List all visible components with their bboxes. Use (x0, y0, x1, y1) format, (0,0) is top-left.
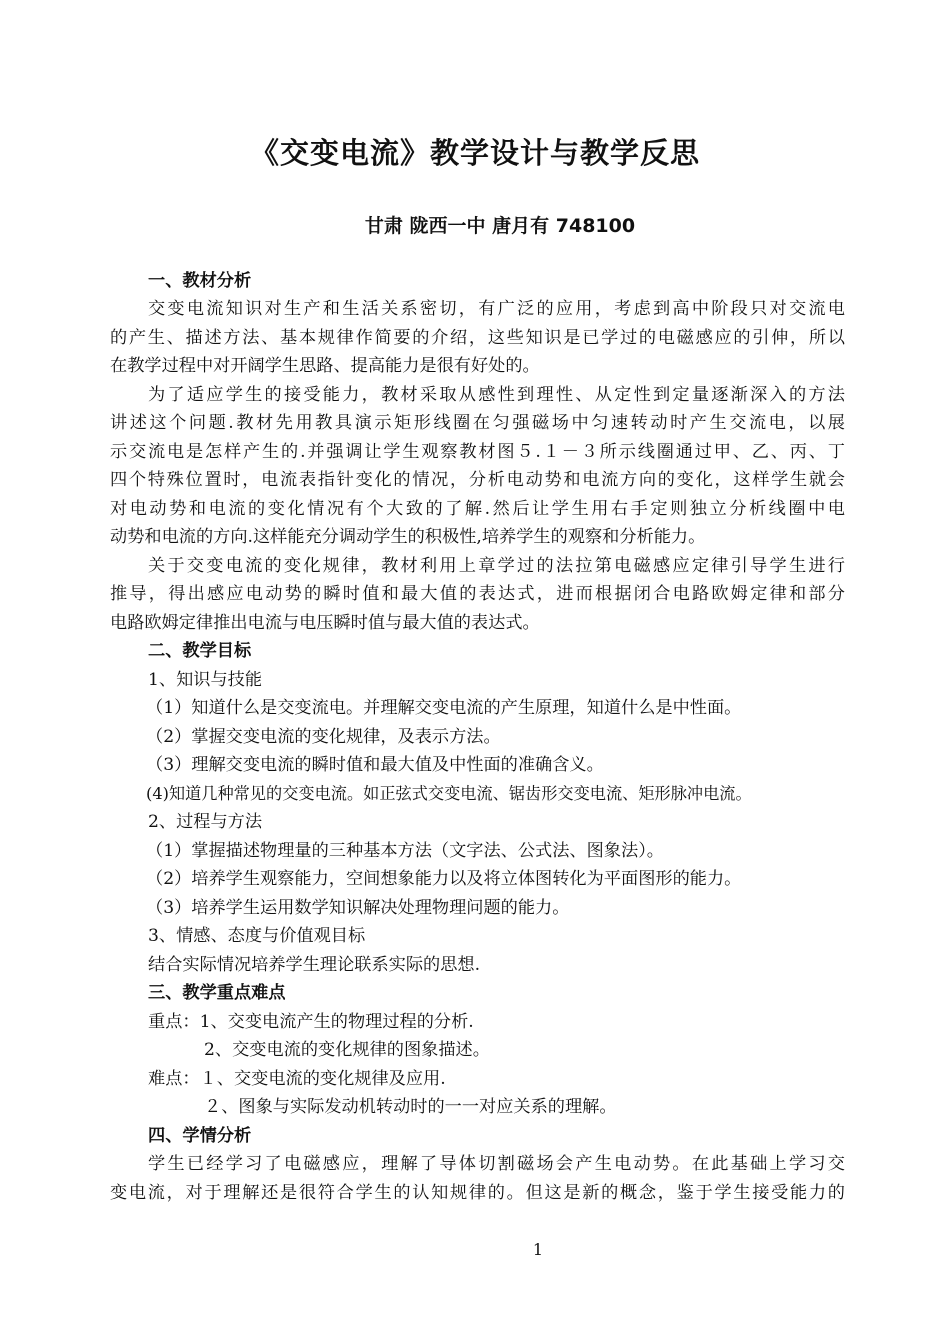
paragraph-line: 推导，得出感应电动势的瞬时值和最大值的表达式，进而根据闭合电路欧姆定律和部分 (110, 584, 845, 604)
author-line: 甘肃 陇西一中 唐月有 748100 (364, 215, 636, 237)
paragraph-line: 示交流电是怎样产生的.并强调让学生观察教材图５.１－３所示线圈通过甲、乙、丙、丁 (110, 442, 845, 462)
section-heading: 一、教材分析 (148, 271, 252, 291)
paragraph-line: 在教学过程中对开阔学生思路、提高能力是很有好处的。 (110, 356, 540, 376)
list-item: (4)知道几种常见的交变电流。如正弦式交变电流、锯齿形交变电流、矩形脉冲电流。 (146, 784, 752, 803)
list-item: （1）掌握描述物理量的三种基本方法（文字法、公式法、图象法）。 (146, 841, 664, 861)
list-item: （1）知道什么是交变流电。并理解交变电流的产生原理，知道什么是中性面。 (146, 698, 742, 718)
paragraph-line: 关于交变电流的变化规律，教材利用上章学过的法拉第电磁感应定律引导学生进行 (148, 556, 845, 576)
paragraph-line: 交变电流知识对生产和生活关系密切，有广泛的应用，考虑到高中阶段只对交流电 (148, 299, 845, 319)
paragraph-line: 动势和电流的方向.这样能充分调动学生的积极性,培养学生的观察和分析能力。 (110, 527, 706, 547)
paragraph-line: 为了适应学生的接受能力，教材采取从感性到理性、从定性到定量逐渐深入的方法 (148, 385, 845, 405)
paragraph-line: 讲述这个问题.教材先用教具演示矩形线圈在匀强磁场中匀速转动时产生交流电，以展 (110, 413, 845, 433)
paragraph-line: 四个特殊位置时，电流表指针变化的情况，分析电动势和电流方向的变化，这样学生就会 (110, 470, 845, 490)
paragraph-line: 的产生、描述方法、基本规律作简要的介绍，这些知识是已学过的电磁感应的引伸，所以 (110, 328, 845, 348)
subsection-heading: 3、情感、态度与价值观目标 (148, 926, 366, 946)
list-item: ２、图象与实际发动机转动时的一一对应关系的理解。 (204, 1097, 617, 1117)
list-item: 难点：１、交变电流的变化规律及应用. (148, 1069, 446, 1089)
paragraph-line: 学生已经学习了电磁感应，理解了导体切割磁场会产生电动势。在此基础上学习交 (148, 1154, 845, 1174)
list-item: 2、交变电流的变化规律的图象描述。 (204, 1040, 490, 1060)
subsection-heading: 1、知识与技能 (148, 670, 263, 690)
section-heading: 二、教学目标 (148, 641, 252, 661)
page-number: 1 (532, 1240, 544, 1259)
document-title: 《交变电流》教学设计与教学反思 (249, 136, 700, 170)
paragraph-line: 结合实际情况培养学生理论联系实际的思想. (148, 955, 481, 975)
list-item: 重点：1、交变电流产生的物理过程的分析. (148, 1012, 474, 1032)
list-item: （2）培养学生观察能力，空间想象能力以及将立体图转化为平面图形的能力。 (146, 869, 742, 889)
section-heading: 三、教学重点难点 (148, 983, 286, 1003)
list-item: （3）培养学生运用数学知识解决处理物理问题的能力。 (146, 898, 570, 918)
paragraph-line: 对电动势和电流的变化情况有个大致的了解.然后让学生用右手定则独立分析线圈中电 (110, 499, 845, 519)
subsection-heading: 2、过程与方法 (148, 812, 263, 832)
section-heading: 四、学情分析 (148, 1126, 252, 1146)
list-item: （2）掌握交变电流的变化规律，及表示方法。 (146, 727, 501, 747)
paragraph-line: 变电流，对于理解还是很符合学生的认知规律的。但这是新的概念，鉴于学生接受能力的 (110, 1183, 845, 1203)
list-item: （3）理解交变电流的瞬时值和最大值及中性面的准确含义。 (146, 755, 604, 775)
paragraph-line: 电路欧姆定律推出电流与电压瞬时值与最大值的表达式。 (110, 613, 540, 633)
